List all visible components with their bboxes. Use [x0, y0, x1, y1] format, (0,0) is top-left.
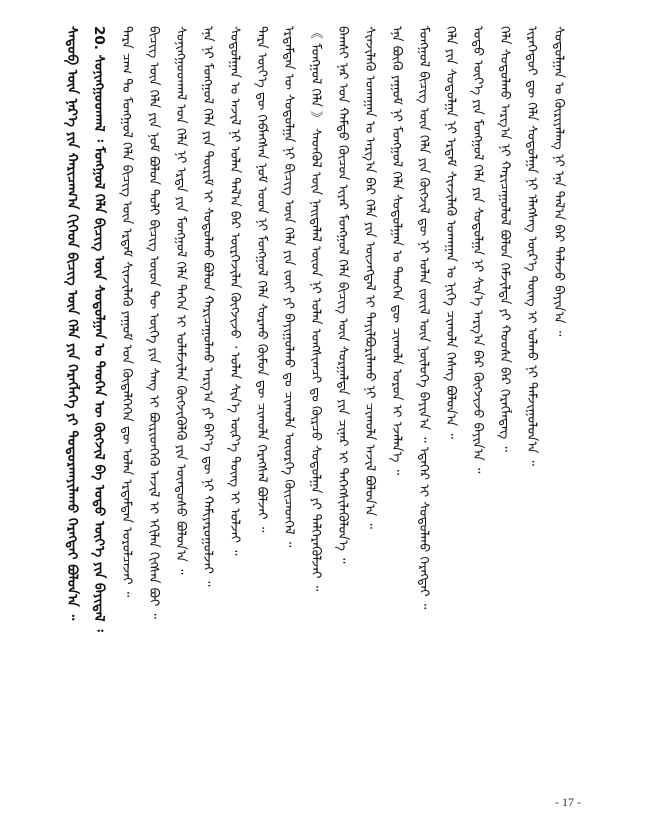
body-text-block [64, 26, 600, 782]
text-line-11-text: ᠪᠠᠭᠰᠢ ᠨᠠᠷ ᠤᠨ ᠬᠠᠮᠲᠤ ᠬᠦᠴᠦᠨ ᠢᠶᠡᠷ ᠮᠣᠩᠭᠣᠯ ᠬᠡᠯᠡ ᠪᠢᠴᠢᠭ ᠦᠨ ᠰᠤᠷᠭᠠᠯᠲᠠ ᠶᠢᠨ ᠴᠢᠨᠠᠷ ᠢ ᠳᠡᠭᠡᠭᠰᠢᠯᠡᠭᠦᠯᠦᠨ᠎ᠡ ᠃ [335, 26, 350, 564]
text-line-11 [334, 26, 350, 766]
text-line-16 [469, 26, 485, 766]
text-line-4 [145, 26, 161, 766]
text-line-3-text: ᠲᠡᠷᠡ ᠴᠠᠭ ᠲᠤ ᠮᠣᠩᠭᠣᠯ ᠬᠡᠯᠡ ᠪᠢᠴᠢᠭ ᠦᠨ ᠡᠷᠳᠡᠮ ᠰᠢᠨᠵᠢᠯᠡᠬᠦ ᠶᠠᠭᠤᠮ ᠤᠨ ᠬᠥᠳᠡᠯᠭᠡᠭᠡᠨ ᠳᠦ ᠣᠯᠠᠨ ᠡᠷᠳᠡᠮᠲᠡᠨ ᠣᠷᠣᠯᠴᠠᠵᠠᠢ ᠃ [119, 26, 134, 598]
heading-line-2-text: 20. ᠰᠣᠨᠢᠩᠭᠤᠳᠬᠠᠯ ᠄ ᠮᠣᠩᠭᠣᠯ ᠬᠡᠯᠡ ᠪᠢᠴᠢᠭ ᠦᠨ ᠰᠤᠳᠤᠯᠭᠠᠨ ᠤ ᠲᠡᠦᠬᠡᠨ ᠦ ᠬᠥᠭᠵᠢᠯ ᠪᠠ ᠣᠳᠣ ᠦᠶ᠎ᠡ ᠶᠢᠨ ᠪᠠᠶᠢᠳᠠᠯ ᠄ [91, 26, 107, 632]
heading-line-1 [64, 26, 80, 766]
text-line-5-text: ᠰᠣᠨᠢᠩᠭᠤᠳᠬᠠᠯ ᠤᠨ ᠬᠡᠯᠡ ᠨᠢ ᠡᠷᠲᠡ ᠶᠢᠨ ᠮᠣᠩᠭᠣᠯ ᠬᠡᠯᠡ ᠲᠡᠭᠡᠨ ᠢ ᠤᠯᠠᠮᠵᠢᠯᠠᠨ ᠬᠥᠭᠵᠢᠭᠦᠯᠬᠦ ᠶᠢᠨ ᠦᠨᠳᠦᠰᠦ ᠪᠣᠯᠤᠨ᠎ᠠ ᠃ [173, 26, 188, 575]
text-line-6-text: ᠡᠨᠡ ᠨᠢ ᠮᠣᠩᠭᠣᠯ ᠬᠡᠯᠡ ᠶᠢᠨ ᠳᠦᠷᠢᠮ ᠢ ᠰᠤᠳᠤᠯᠬᠤ ᠪᠣᠯᠤᠨ ᠬᠠᠷᠢᠴᠠᠭᠤᠯᠬᠤ ᠠᠷᠭ᠎ᠠ ᠶᠢ ᠪᠡᠶ᠎ᠡ ᠳᠦ ᠨᠢ ᠬᠠᠮᠢᠶᠠᠷᠤᠭᠤᠯᠵᠠᠢ ᠃ [200, 26, 215, 587]
text-line-14 [415, 26, 431, 766]
text-line-14-text: ᠮᠣᠩᠭᠣᠯ ᠪᠢᠴᠢᠭ ᠦᠨ ᠬᠡᠯᠡ ᠶᠢᠨ ᠬᠥᠭᠵᠢᠯ ᠳᠦ ᠨᠢ ᠣᠯᠠᠨ ᠵᠦᠢᠯ ᠦᠨ ᠨᠥᠯᠦᠭᠡ ᠪᠠᠶᠢᠨ᠎ᠠ ᠃ ᠡᠳᠡᠭᠡᠷ ᠢ ᠰᠤᠳᠤᠯᠬᠤ ᠬᠡᠷᠡᠭᠲᠡᠢ ᠃ [416, 26, 431, 610]
text-line-4-text: ᠪᠢᠴᠢᠭ ᠦᠨ ᠬᠡᠯᠡ ᠶᠢᠨ ᠨᠣᠮ ᠪᠣᠯᠤᠨ ᠲᠣᠯᠢ ᠪᠢᠴᠢᠭ ᠦᠳ ᠲᠦ ᠦᠭᠡ ᠶᠢᠨ ᠰᠠᠩ ᠢ ᠪᠦᠷᠢᠳᠬᠡᠬᠦ ᠠᠵᠢᠯ ᠢ ᠡᠬᠢᠯᠡᠨ ᠬᠢᠭᠰᠡᠨ ᠪᠤᠶ ᠃ [146, 26, 161, 619]
heading-line-1-text: ᠰᠡᠳᠦᠪ ᠦᠨ ᠨᠡᠷ᠎ᠡ ᠶᠢᠨ ᠬᠠᠷᠢᠴᠠᠭ᠎ᠠ ᠬᠢᠭᠡᠳ ᠪᠢᠴᠢᠭ ᠦᠨ ᠬᠡᠯᠡ ᠶᠢᠨ ᠬᠡᠷᠡᠭᠯᠡᠭᠡ ᠶᠢ ᠲᠣᠳᠣᠷᠬᠠᠶᠢᠯᠠᠬᠤ ᠬᠡᠷᠡᠭᠲᠡᠢ ᠪᠣᠯᠤᠨ᠎ᠠ ᠃ [64, 26, 80, 621]
text-line-7 [226, 26, 242, 766]
text-line-10-text: 《 ᠮᠣᠩᠭᠣᠯ ᠬᠡᠯᠡ 》 ᠰᠡᠳᠬᠦᠯ ᠦᠨ ᠨᠡᠢᠲᠡᠯᠡᠯ ᠦᠳ ᠨᠢ ᠣᠯᠠᠨ ᠤᠩᠰᠢᠭᠴᠢ ᠳᠤ ᠬᠦᠷᠴᠦ ᠰᠤᠳᠤᠯᠭᠠ ᠶᠢ ᠳᠡᠯᠭᠡᠷᠡᠭᠦᠯᠵᠡᠢ ᠃ [308, 26, 323, 592]
text-line-3 [118, 26, 134, 766]
page-number: - 17 - [555, 795, 581, 809]
text-line-17 [496, 26, 512, 766]
text-line-6 [199, 26, 215, 766]
text-line-8-text: ᠲᠡᠷᠡ ᠦᠶ᠎ᠡ ᠳᠦ ᠬᠡᠪᠯᠡᠭᠰᠡᠨ ᠨᠣᠮ ᠤᠳ ᠨᠢ ᠮᠣᠩᠭᠣᠯ ᠬᠡᠯᠡ ᠰᠤᠷᠬᠤ ᠬᠦᠮᠦᠨ ᠳᠦ ᠴᠢᠬᠤᠯᠠ ᠬᠡᠷᠡᠭᠰᠡᠯ ᠪᠣᠯᠵᠠᠢ ᠃ [254, 26, 269, 533]
text-line-13 [388, 26, 404, 766]
text-line-19-text: ᠰᠤᠳᠤᠯᠭᠠᠨ ᠤ ᠬᠦᠷᠢᠶᠡᠯᠡᠩ ᠨᠢ ᠡᠨᠡ ᠲᠠᠯ᠎ᠠ ᠪᠠᠷ ᠲᠡᠯᠡᠵᠦ ᠪᠠᠶᠢᠨ᠎ᠠ ᠃ [551, 26, 566, 337]
text-line-12 [361, 26, 377, 766]
text-line-13-text: ᠡᠨᠡ ᠪᠦᠬᠦ ᠶᠠᠭᠤᠮ ᠨᠢ ᠮᠣᠩᠭᠣᠯ ᠬᠡᠯᠡ ᠰᠤᠳᠤᠯᠭᠠᠨ ᠤ ᠲᠡᠦᠬᠡᠨ ᠳᠦ ᠴᠢᠬᠤᠯᠠ ᠣᠷᠣᠨ ᠢ ᠡᠵᠡᠯᠡᠨ᠎ᠡ ᠃ [389, 26, 404, 476]
text-line-15 [442, 26, 458, 766]
text-line-19 [550, 26, 566, 766]
text-line-7-text: ᠰᠤᠳᠤᠯᠭᠠᠨ ᠤ ᠠᠵᠢᠯ ᠨᠢ ᠣᠯᠠᠨ ᠲᠠᠯ᠎ᠠ ᠪᠠᠷ ᠦᠷᠭᠡᠵᠢᠯᠡᠨ ᠬᠥᠭᠵᠢᠵᠦ ᠂ ᠣᠯᠠᠨ ᠰᠢᠨ᠎ᠡ ᠦᠷ᠎ᠡ ᠳᠦᠩ ᠢ ᠣᠯᠵᠠᠢ ᠃ [227, 26, 242, 556]
text-line-18-text: ᠢᠷᠡᠭᠡᠳᠦᠢ ᠳᠦ ᠬᠡᠯᠡ ᠰᠤᠳᠤᠯᠭᠠ ᠨᠢ ᠡᠯᠡᠭᠰᠡᠭ ᠦᠷ᠎ᠡ ᠳᠦᠩ ᠢ ᠣᠯᠬᠤ ᠨᠢ ᠳᠠᠮᠵᠢᠭᠤᠯᠤᠨ᠎ᠠ ᠃ [524, 26, 539, 466]
heading-line-2 [91, 26, 107, 766]
text-line-18 [523, 26, 539, 766]
text-line-15-text: ᠬᠡᠯᠡ ᠶᠢᠨ ᠰᠤᠳᠤᠯᠭᠠ ᠨᠢ ᠡᠷᠳᠡᠮ ᠰᠢᠨᠵᠢᠯᠡᠬᠦ ᠤᠬᠠᠭᠠᠨ ᠤ ᠨᠢᠭᠡ ᠴᠢᠬᠤᠯᠠ ᠬᠡᠰᠡᠭ ᠪᠣᠯᠤᠨ᠎ᠠ ᠃ [443, 26, 458, 439]
text-line-20 [577, 26, 593, 766]
text-line-10 [307, 26, 323, 766]
text-line-17-text: ᠬᠡᠯᠡ ᠰᠤᠳᠤᠯᠬᠤ ᠠᠷᠭ᠎ᠠ ᠨᠢ ᠬᠠᠷᠢᠴᠠᠭᠤᠯᠤᠯ ᠪᠣᠯᠤᠨ ᠬᠡᠮᠵᠢᠯᠲᠡ ᠶᠢ ᠬᠣᠣᠰᠠ ᠪᠠᠷ ᠬᠡᠷᠡᠭᠯᠡᠳᠡᠭ ᠃ [497, 26, 512, 452]
text-line-9-text: ᠡᠷᠳᠡᠮᠲᠡᠨ ᠦ ᠰᠤᠳᠤᠯᠭᠠ ᠨᠢ ᠪᠢᠴᠢᠭ ᠦᠨ ᠬᠡᠯᠡ ᠶᠢᠨ ᠵᠦᠢ ᠶᠢ ᠪᠠᠶᠢᠭᠤᠯᠬᠤ ᠳᠤ ᠴᠢᠬᠤᠯᠠ ᠦᠦᠷᠭᠡ ᠭᠦᠢᠴᠡᠳᠬᠡᠯ ᠃ [281, 26, 296, 548]
text-line-16-text: ᠣᠳᠣ ᠦᠶ᠎ᠡ ᠶᠢᠨ ᠮᠣᠩᠭᠣᠯ ᠬᠡᠯᠡ ᠶᠢᠨ ᠰᠤᠳᠤᠯᠭᠠ ᠨᠢ ᠰᠢᠨ᠎ᠡ ᠠᠷᠭ᠎ᠠ ᠪᠠᠷ ᠬᠥᠭᠵᠢᠵᠦ ᠪᠠᠶᠢᠨ᠎ᠠ ᠃ [470, 26, 485, 474]
text-line-5 [172, 26, 188, 766]
text-line-12-text: ᠰᠢᠨᠵᠢᠯᠡᠬᠦ ᠤᠬᠠᠭᠠᠨ ᠤ ᠠᠷᠭ᠎ᠠ ᠪᠠᠷ ᠬᠡᠯᠡ ᠶᠢᠨ ᠦᠵᠡᠭᠳᠡᠯ ᠢ ᠲᠠᠶᠢᠯᠪᠤᠷᠢᠯᠠᠬᠤ ᠨᠢ ᠴᠢᠬᠤᠯᠠ ᠠᠵᠢᠯ ᠪᠣᠯᠤᠨ᠎ᠠ ᠃ [362, 26, 377, 529]
text-line-9 [280, 26, 296, 766]
text-line-8 [253, 26, 269, 766]
